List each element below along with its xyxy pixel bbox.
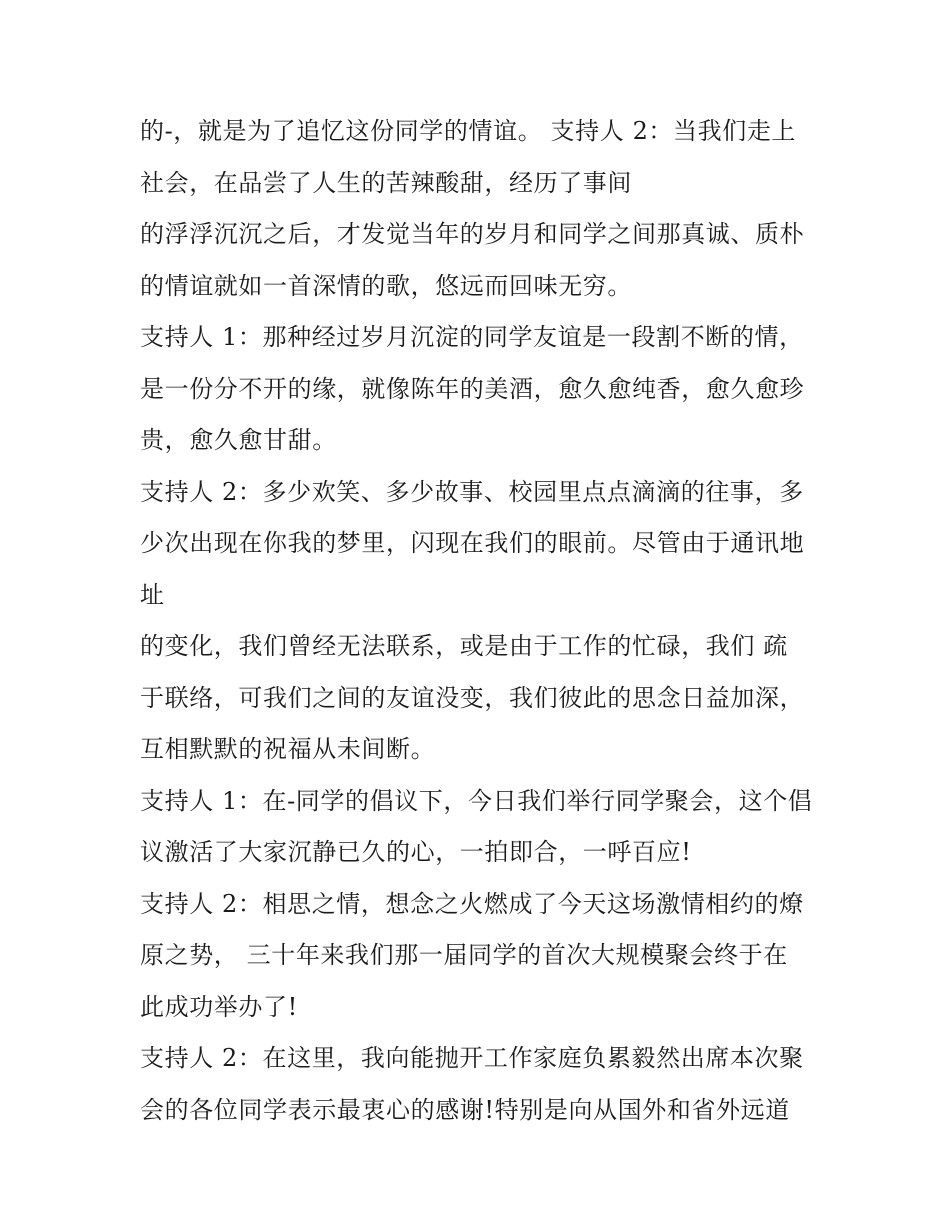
text-line: 的变化，我们曾经无法联系，或是由于工作的忙碌，我们 疏 [140, 632, 788, 660]
text-line: 支持人 1：那种经过岁月沉淀的同学友谊是一段割不断的情， [140, 323, 804, 351]
text-line: 社会，在品尝了人生的苦辣酸甜，经历了事间 [140, 168, 632, 197]
text-line: 于联络，可我们之间的友谊没变，我们彼此的思念日益加深， [140, 683, 805, 712]
text-line: 支持人 1：在-同学的倡议下，今日我们举行同学聚会，这个倡 [140, 786, 813, 815]
text-line: 会的各位同学表示最衷心的感谢!特别是向从国外和省外远道 [140, 1095, 790, 1124]
text-line: 址 [140, 580, 165, 609]
text-line: 此成功举办了! [140, 992, 298, 1021]
text-line: 互相默默的祝福从未间断。 [140, 735, 436, 763]
text-line: 少次出现在你我的梦里，闪现在我们的眼前。尽管由于通讯地 [140, 529, 805, 557]
text-line: 的情谊就如一首深情的歌，悠远而回味无穷。 [140, 271, 632, 300]
text-line: 支持人 2：在这里，我向能抛开工作家庭负累毅然出席本次聚 [140, 1044, 804, 1072]
text-line: 贵，愈久愈甘甜。 [140, 426, 337, 454]
text-line: 议激活了大家沉静已久的心，一拍即合，一呼百应! [140, 838, 692, 866]
text-line: 支持人 2：多少欢笑、多少故事、校园里点点滴滴的往事，多 [140, 477, 804, 506]
text-line: 的-，就是为了追忆这份同学的情谊。 支持人 2：当我们走上 [140, 117, 797, 145]
text-line: 的浮浮沉沉之后，才发觉当年的岁月和同学之间那真诚、质朴 [140, 220, 805, 248]
text-line: 支持人 2：相思之情，想念之火燃成了今天这场激情相约的燎 [140, 889, 804, 918]
text-line: 是一份分不开的缘，就像陈年的美酒，愈久愈纯香，愈久愈珍 [140, 374, 805, 403]
text-line: 原之势， 三十年来我们那一届同学的首次大规模聚会终于在 [140, 941, 788, 969]
body-text [140, 108, 830, 1138]
